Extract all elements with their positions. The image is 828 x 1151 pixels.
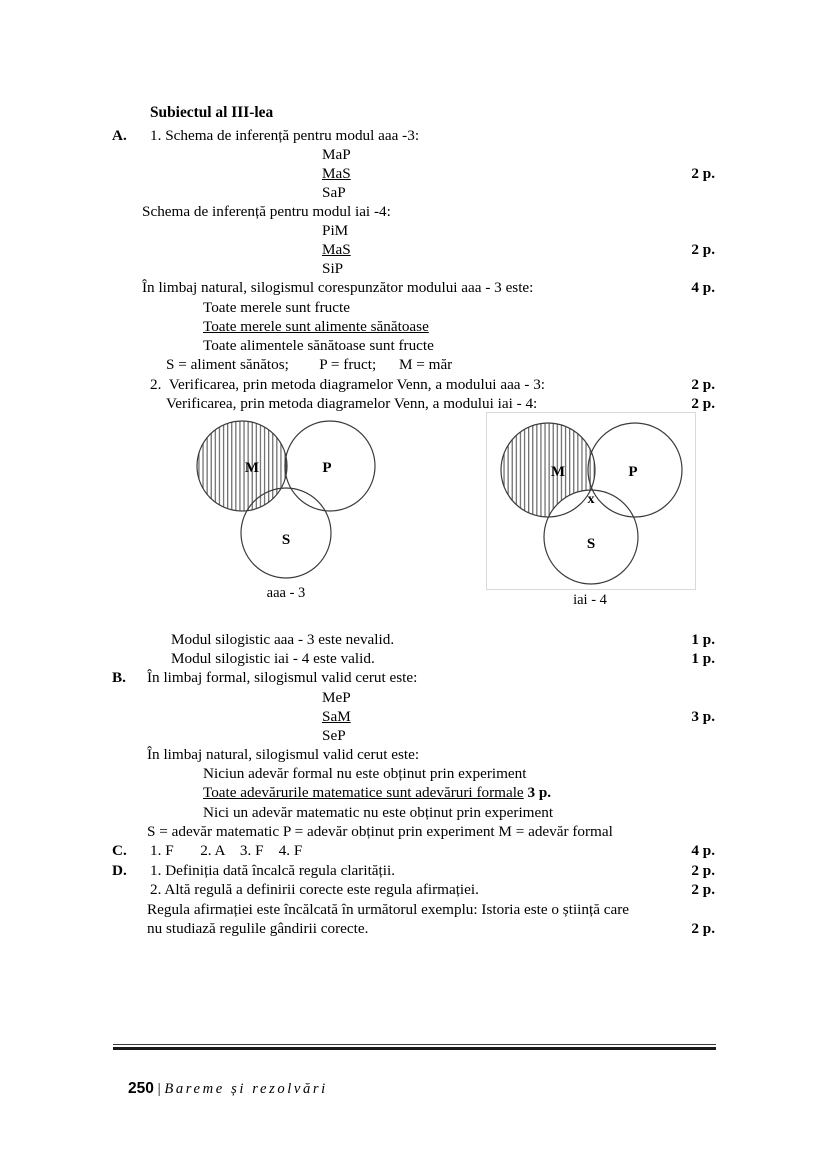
footer — [113, 1060, 328, 1118]
points-b-inline: 3 p. — [527, 784, 552, 801]
line-a-venn-aaa: 2. Verificarea, prin metoda diagramelor Venn, a modului aaa - 3: — [150, 376, 546, 393]
line-a-mas-2: MaS — [322, 241, 351, 258]
line-d2: 2. Altă regulă a definirii corecte este regula afirmației. — [150, 881, 479, 898]
section-marker-b: B. — [112, 669, 126, 686]
footer-title: Bareme și rezolvări — [164, 1081, 328, 1097]
line-a-map: MaP — [322, 146, 351, 163]
line-b-mep: MeP — [322, 689, 351, 706]
line-a-sap: SaP — [322, 184, 346, 201]
venn-iai4-svg — [487, 413, 695, 589]
line-a-valid-iai: Modul silogistic iai - 4 este valid. — [171, 650, 375, 667]
page-title: Subiectul al III-lea — [150, 104, 274, 121]
line-a-sip: SiP — [322, 260, 344, 277]
venn-iai4-label-x: x — [587, 492, 595, 507]
venn-aaa3-caption: aaa - 3 — [266, 585, 306, 601]
points-d-3: 2 p. — [691, 920, 715, 937]
venn-aaa3-label-s: S — [281, 532, 291, 548]
line-d1: 1. Definiția dată încalcă regula clarității. — [150, 862, 395, 879]
footer-separator: | — [157, 1081, 161, 1097]
line-a-mas-1: MaS — [322, 165, 351, 182]
line-b-terms: S = adevăr matematic P = adevăr obținut prin experiment M = adevăr formal — [147, 823, 613, 840]
footer-rule-thick — [113, 1047, 716, 1050]
points-d-1: 2 p. — [691, 862, 715, 879]
points-a-6: 1 p. — [691, 631, 715, 648]
section-marker-c: C. — [112, 842, 127, 859]
venn-iai4-label-m: M — [550, 464, 566, 480]
points-a-3: 4 p. — [691, 279, 715, 296]
points-a-7: 1 p. — [691, 650, 715, 667]
venn-iai4-label-p: P — [628, 464, 638, 480]
line-a-natural-intro: În limbaj natural, silogismul corespunzător modului aaa - 3 este: — [142, 279, 534, 296]
venn-diagram-iai4 — [486, 412, 696, 590]
line-a-schema-iai: Schema de inferență pentru modul iai -4: — [142, 203, 391, 220]
venn-iai4-label-s: S — [586, 536, 596, 552]
section-marker-d: D. — [112, 862, 127, 879]
line-a-terms: S = aliment sănătos; P = fruct; M = măr — [166, 356, 453, 373]
line-c-answers: 1. F 2. A 3. F 4. F — [150, 842, 303, 859]
venn-iai4-caption: iai - 4 — [573, 592, 607, 608]
venn-aaa3-label-m: M — [244, 460, 260, 476]
line-b-formal-intro: În limbaj formal, silogismul valid cerut este: — [147, 669, 418, 686]
footer-page-number: 250 — [128, 1080, 154, 1097]
line-a1: 1. Schema de inferență pentru modul aaa -3: — [150, 127, 420, 144]
venn-aaa3-label-p: P — [322, 460, 332, 476]
line-a-premise-2: Toate merele sunt alimente sănătoase — [203, 318, 429, 335]
line-b-premise-1: Niciun adevăr formal nu este obținut prin experiment — [203, 765, 527, 782]
line-a-premise-1: Toate merele sunt fructe — [203, 299, 350, 316]
line-b-sep: SeP — [322, 727, 346, 744]
points-a-4: 2 p. — [691, 376, 715, 393]
points-a-2: 2 p. — [691, 241, 715, 258]
line-a-conclusion: Toate alimentele sănătoase sunt fructe — [203, 337, 434, 354]
footer-rule-thin — [113, 1044, 716, 1045]
line-d-example-1: Regula afirmației este încălcată în următorul exemplu: Istoria este o știință care — [147, 901, 630, 918]
line-a-venn-iai: Verificarea, prin metoda diagramelor Venn, a modului iai - 4: — [166, 395, 538, 412]
line-b-sam: SaM — [322, 708, 351, 725]
points-c-1: 4 p. — [691, 842, 715, 859]
venn-diagram-aaa3 — [186, 412, 386, 592]
line-b-conclusion: Nici un adevăr matematic nu este obținut prin experiment — [203, 804, 554, 821]
points-b-1: 3 p. — [691, 708, 715, 725]
section-marker-a: A. — [112, 127, 127, 144]
points-d-2: 2 p. — [691, 881, 715, 898]
points-a-1: 2 p. — [691, 165, 715, 182]
points-a-5: 2 p. — [691, 395, 715, 412]
line-b-natural-intro: În limbaj natural, silogismul valid cerut este: — [147, 746, 420, 763]
line-a-pim: PiM — [322, 222, 349, 239]
line-a-valid-aaa: Modul silogistic aaa - 3 este nevalid. — [171, 631, 395, 648]
venn-aaa3-svg — [186, 412, 386, 592]
line-b-premise-2-wrap — [203, 783, 551, 802]
line-b-premise-2: Toate adevărurile matematice sunt adevăruri formale — [203, 784, 524, 801]
line-d-example-2: nu studiază regulile gândirii corecte. — [147, 920, 369, 937]
